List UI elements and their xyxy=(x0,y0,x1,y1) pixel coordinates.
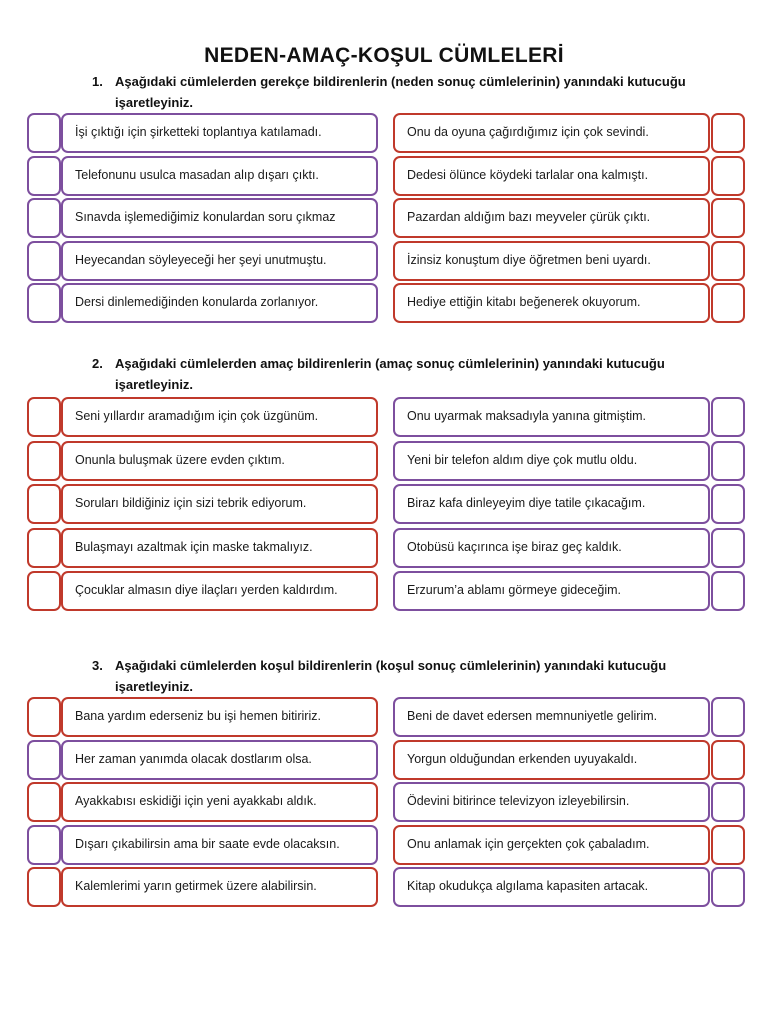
section-2-instruction xyxy=(92,353,692,395)
right-sentence-box xyxy=(393,156,710,196)
right-sentence-box xyxy=(393,113,710,153)
sentence-text: Çocuklar almasın diye ilaçları yerden kaldırdım. xyxy=(75,583,338,597)
right-checkbox[interactable] xyxy=(711,782,745,822)
instruction-text: Aşağıdaki cümlelerden amaç bildirenlerin (amaç sonuç cümlelerinin) yanındaki kutucuğu işaretleyiniz. xyxy=(115,356,665,392)
section-1-instruction xyxy=(92,71,692,113)
right-sentence-box xyxy=(393,198,710,238)
left-sentence-box xyxy=(61,825,378,865)
right-sentence-box xyxy=(393,283,710,323)
sentence-text: Heyecandan söyleyeceği her şeyi unutmuştu. xyxy=(75,252,327,267)
left-checkbox[interactable] xyxy=(27,825,61,865)
right-sentence-box xyxy=(393,397,710,437)
right-checkbox[interactable] xyxy=(711,397,745,437)
left-checkbox[interactable] xyxy=(27,397,61,437)
section-number: 1. xyxy=(92,74,103,89)
left-sentence-box xyxy=(61,397,378,437)
left-sentence-box xyxy=(61,782,378,822)
sentence-row xyxy=(0,113,768,153)
right-checkbox[interactable] xyxy=(711,571,745,611)
right-checkbox[interactable] xyxy=(711,156,745,196)
left-checkbox[interactable] xyxy=(27,571,61,611)
sentence-row xyxy=(0,571,768,611)
right-checkbox[interactable] xyxy=(711,198,745,238)
sentence-text: Otobüsü kaçırınca işe biraz geç kaldık. xyxy=(407,539,622,554)
right-checkbox[interactable] xyxy=(711,825,745,865)
sentence-text: Biraz kafa dinleyeyim diye tatile çıkacağım. xyxy=(407,496,646,510)
sentence-text: Beni de davet edersen memnuniyetle gelirim. xyxy=(407,709,658,723)
left-checkbox[interactable] xyxy=(27,441,61,481)
instruction-text: Aşağıdaki cümlelerden koşul bildirenlerin (koşul sonuç cümlelerinin) yanındaki kutucuğu işaretleyiniz. xyxy=(115,658,667,694)
sentence-text: Bana yardım ederseniz bu işi hemen bitiririz. xyxy=(75,709,321,723)
left-checkbox[interactable] xyxy=(27,113,61,153)
sentence-text: Onunla buluşmak üzere evden çıktım. xyxy=(75,452,285,467)
left-checkbox[interactable] xyxy=(27,241,61,281)
instruction-text: Aşağıdaki cümlelerden gerekçe bildirenlerin (neden sonuç cümlelerinin) yanındaki kutucuğu işaretleyiniz. xyxy=(115,74,686,110)
section-number: 3. xyxy=(92,658,103,673)
sentence-text: Ödevini bitirince televizyon izleyebilirsin. xyxy=(407,794,630,808)
sentence-text: Seni yıllardır aramadığım için çok üzgünüm. xyxy=(75,409,319,423)
left-checkbox[interactable] xyxy=(27,867,61,907)
left-sentence-box xyxy=(61,441,378,481)
right-sentence-box xyxy=(393,782,710,822)
sentence-text: Hediye ettiğin kitabı beğenerek okuyorum. xyxy=(407,295,641,309)
left-checkbox[interactable] xyxy=(27,198,61,238)
sentence-row xyxy=(0,528,768,568)
sentence-text: İzinsiz konuştum diye öğretmen beni uyardı. xyxy=(407,252,651,267)
sentence-row xyxy=(0,241,768,281)
right-checkbox[interactable] xyxy=(711,241,745,281)
right-sentence-box xyxy=(393,441,710,481)
right-checkbox[interactable] xyxy=(711,441,745,481)
sentence-text: Dedesi ölünce köydeki tarlalar ona kalmıştı. xyxy=(407,167,649,182)
left-sentence-box xyxy=(61,697,378,737)
left-sentence-box xyxy=(61,283,378,323)
left-sentence-box xyxy=(61,484,378,524)
sentence-text: Dışarı çıkabilirsin ama bir saate evde olacaksın. xyxy=(75,836,340,851)
section-3-instruction xyxy=(92,655,692,697)
sentence-text: Soruları bildiğiniz için sizi tebrik ediyorum. xyxy=(75,496,307,510)
left-checkbox[interactable] xyxy=(27,740,61,780)
sentence-row xyxy=(0,740,768,780)
sentence-text: Pazardan aldığım bazı meyveler çürük çıktı. xyxy=(407,210,651,224)
sentence-text: Dersi dinlemediğinden konularda zorlanıyor. xyxy=(75,295,319,309)
page-title: NEDEN-AMAÇ-KOŞUL CÜMLELERİ xyxy=(204,44,564,67)
right-sentence-box xyxy=(393,825,710,865)
sentence-row xyxy=(0,198,768,238)
right-sentence-box xyxy=(393,740,710,780)
sentence-row xyxy=(0,156,768,196)
sentence-text: Onu anlamak için gerçekten çok çabaladım. xyxy=(407,836,650,851)
left-sentence-box xyxy=(61,156,378,196)
sentence-row xyxy=(0,484,768,524)
right-sentence-box xyxy=(393,241,710,281)
sentence-text: Her zaman yanımda olacak dostlarım olsa. xyxy=(75,751,312,766)
sentence-text: Telefonunu usulca masadan alıp dışarı çıktı. xyxy=(75,167,319,182)
left-checkbox[interactable] xyxy=(27,484,61,524)
sentence-row xyxy=(0,867,768,907)
sentence-row xyxy=(0,825,768,865)
section-number: 2. xyxy=(92,356,103,371)
sentence-text: Yorgun olduğundan erkenden uyuyakaldı. xyxy=(407,751,638,766)
left-sentence-box xyxy=(61,740,378,780)
right-checkbox[interactable] xyxy=(711,697,745,737)
sentence-text: İşi çıktığı için şirketteki toplantıya katılamadı. xyxy=(75,125,322,139)
sentence-row xyxy=(0,782,768,822)
sentence-text: Sınavda işlemediğimiz konulardan soru çıkmaz xyxy=(75,210,336,224)
left-checkbox[interactable] xyxy=(27,697,61,737)
sentence-text: Yeni bir telefon aldım diye çok mutlu oldu. xyxy=(407,452,638,467)
left-sentence-box xyxy=(61,241,378,281)
right-sentence-box xyxy=(393,867,710,907)
left-sentence-box xyxy=(61,198,378,238)
right-checkbox[interactable] xyxy=(711,283,745,323)
sentence-text: Kitap okudukça algılama kapasiten artacak. xyxy=(407,879,649,893)
right-checkbox[interactable] xyxy=(711,867,745,907)
left-sentence-box xyxy=(61,113,378,153)
sentence-row xyxy=(0,283,768,323)
left-checkbox[interactable] xyxy=(27,782,61,822)
sentence-text: Onu uyarmak maksadıyla yanına gitmiştim. xyxy=(407,409,646,423)
right-checkbox[interactable] xyxy=(711,740,745,780)
sentence-text: Ayakkabısı eskidiği için yeni ayakkabı aldık. xyxy=(75,794,317,808)
left-sentence-box xyxy=(61,571,378,611)
right-checkbox[interactable] xyxy=(711,113,745,153)
sentence-text: Kalemlerimi yarın getirmek üzere alabilirsin. xyxy=(75,879,317,893)
right-sentence-box xyxy=(393,697,710,737)
left-sentence-box xyxy=(61,867,378,907)
left-checkbox[interactable] xyxy=(27,156,61,196)
sentence-row xyxy=(0,397,768,437)
sentence-text: Erzurum’a ablamı görmeye gideceğim. xyxy=(407,583,621,597)
sentence-row xyxy=(0,441,768,481)
right-sentence-box xyxy=(393,528,710,568)
sentence-row xyxy=(0,697,768,737)
sentence-text: Bulaşmayı azaltmak için maske takmalıyız. xyxy=(75,539,313,554)
right-sentence-box xyxy=(393,484,710,524)
right-sentence-box xyxy=(393,571,710,611)
sentence-text: Onu da oyuna çağırdığımız için çok sevindi. xyxy=(407,125,649,139)
right-checkbox[interactable] xyxy=(711,528,745,568)
left-checkbox[interactable] xyxy=(27,283,61,323)
left-checkbox[interactable] xyxy=(27,528,61,568)
right-checkbox[interactable] xyxy=(711,484,745,524)
left-sentence-box xyxy=(61,528,378,568)
